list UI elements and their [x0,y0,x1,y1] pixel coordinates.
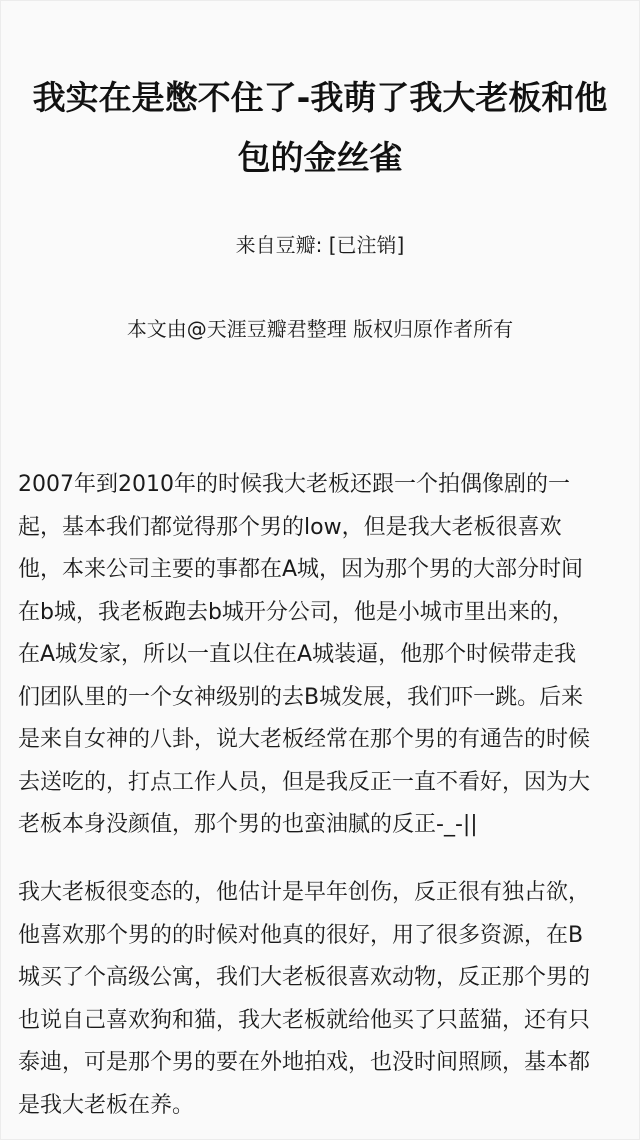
text-line: 是来自女神的八卦，说大老板经常在那个男的有通告的时候 [18,727,591,752]
text-line: 起，基本我们都觉得那个男的low，但是我大老板很喜欢 [18,514,562,540]
text-line: 也说自己喜欢狗和猫，我大老板就给他买了只蓝猫，还有只 [18,1007,591,1033]
text-line: 城买了个高级公寓，我们大老板很喜欢动物，反正那个男的 [18,965,591,990]
text-line: 我大老板很变态的，他估计是早年创伤，反正很有独占欲， [18,880,591,905]
paragraph-1 [18,464,622,847]
text-line: 他，本来公司主要的事都在A城，因为那个男的大部分时间 [18,557,584,582]
text-line: 他喜欢那个男的的时候对他真的很好，用了很多资源，在B [18,922,584,948]
title-line: 我实在是憋不住了-我萌了我大老板和他 [32,78,608,117]
text-line: 是我大老板在养。 [18,1092,195,1118]
paragraph-2 [18,872,622,1127]
title-line: 包的金丝雀 [237,138,403,177]
article-credit: 本文由@天涯豆瓣君整理 版权归原作者所有 [126,317,514,341]
article-source: 来自豆瓣: [已注销] [235,233,405,257]
text-line: 在b城，我老板跑去b城开分公司，他是小城市里出来的， [18,599,574,625]
text-line: 2007年到2010年的时候我大老板还跟一个拍偶像剧的一 [18,472,570,497]
text-line: 在A城发家，所以一直以住在A城装逼，他那个时候带走我 [18,642,577,667]
text-line: 泰迪，可是那个男的要在外地拍戏，也没时间照顾，基本都 [18,1050,591,1075]
article-title [0,68,640,188]
text-line: 老板本身没颜值，那个男的也蛮油腻的反正-_-|| [18,812,478,837]
text-line: 去送吃的，打点工作人员，但是我反正一直不看好，因为大 [18,769,591,795]
text-line: 们团队里的一个女神级别的去B城发展，我们吓一跳。后来 [18,684,584,710]
